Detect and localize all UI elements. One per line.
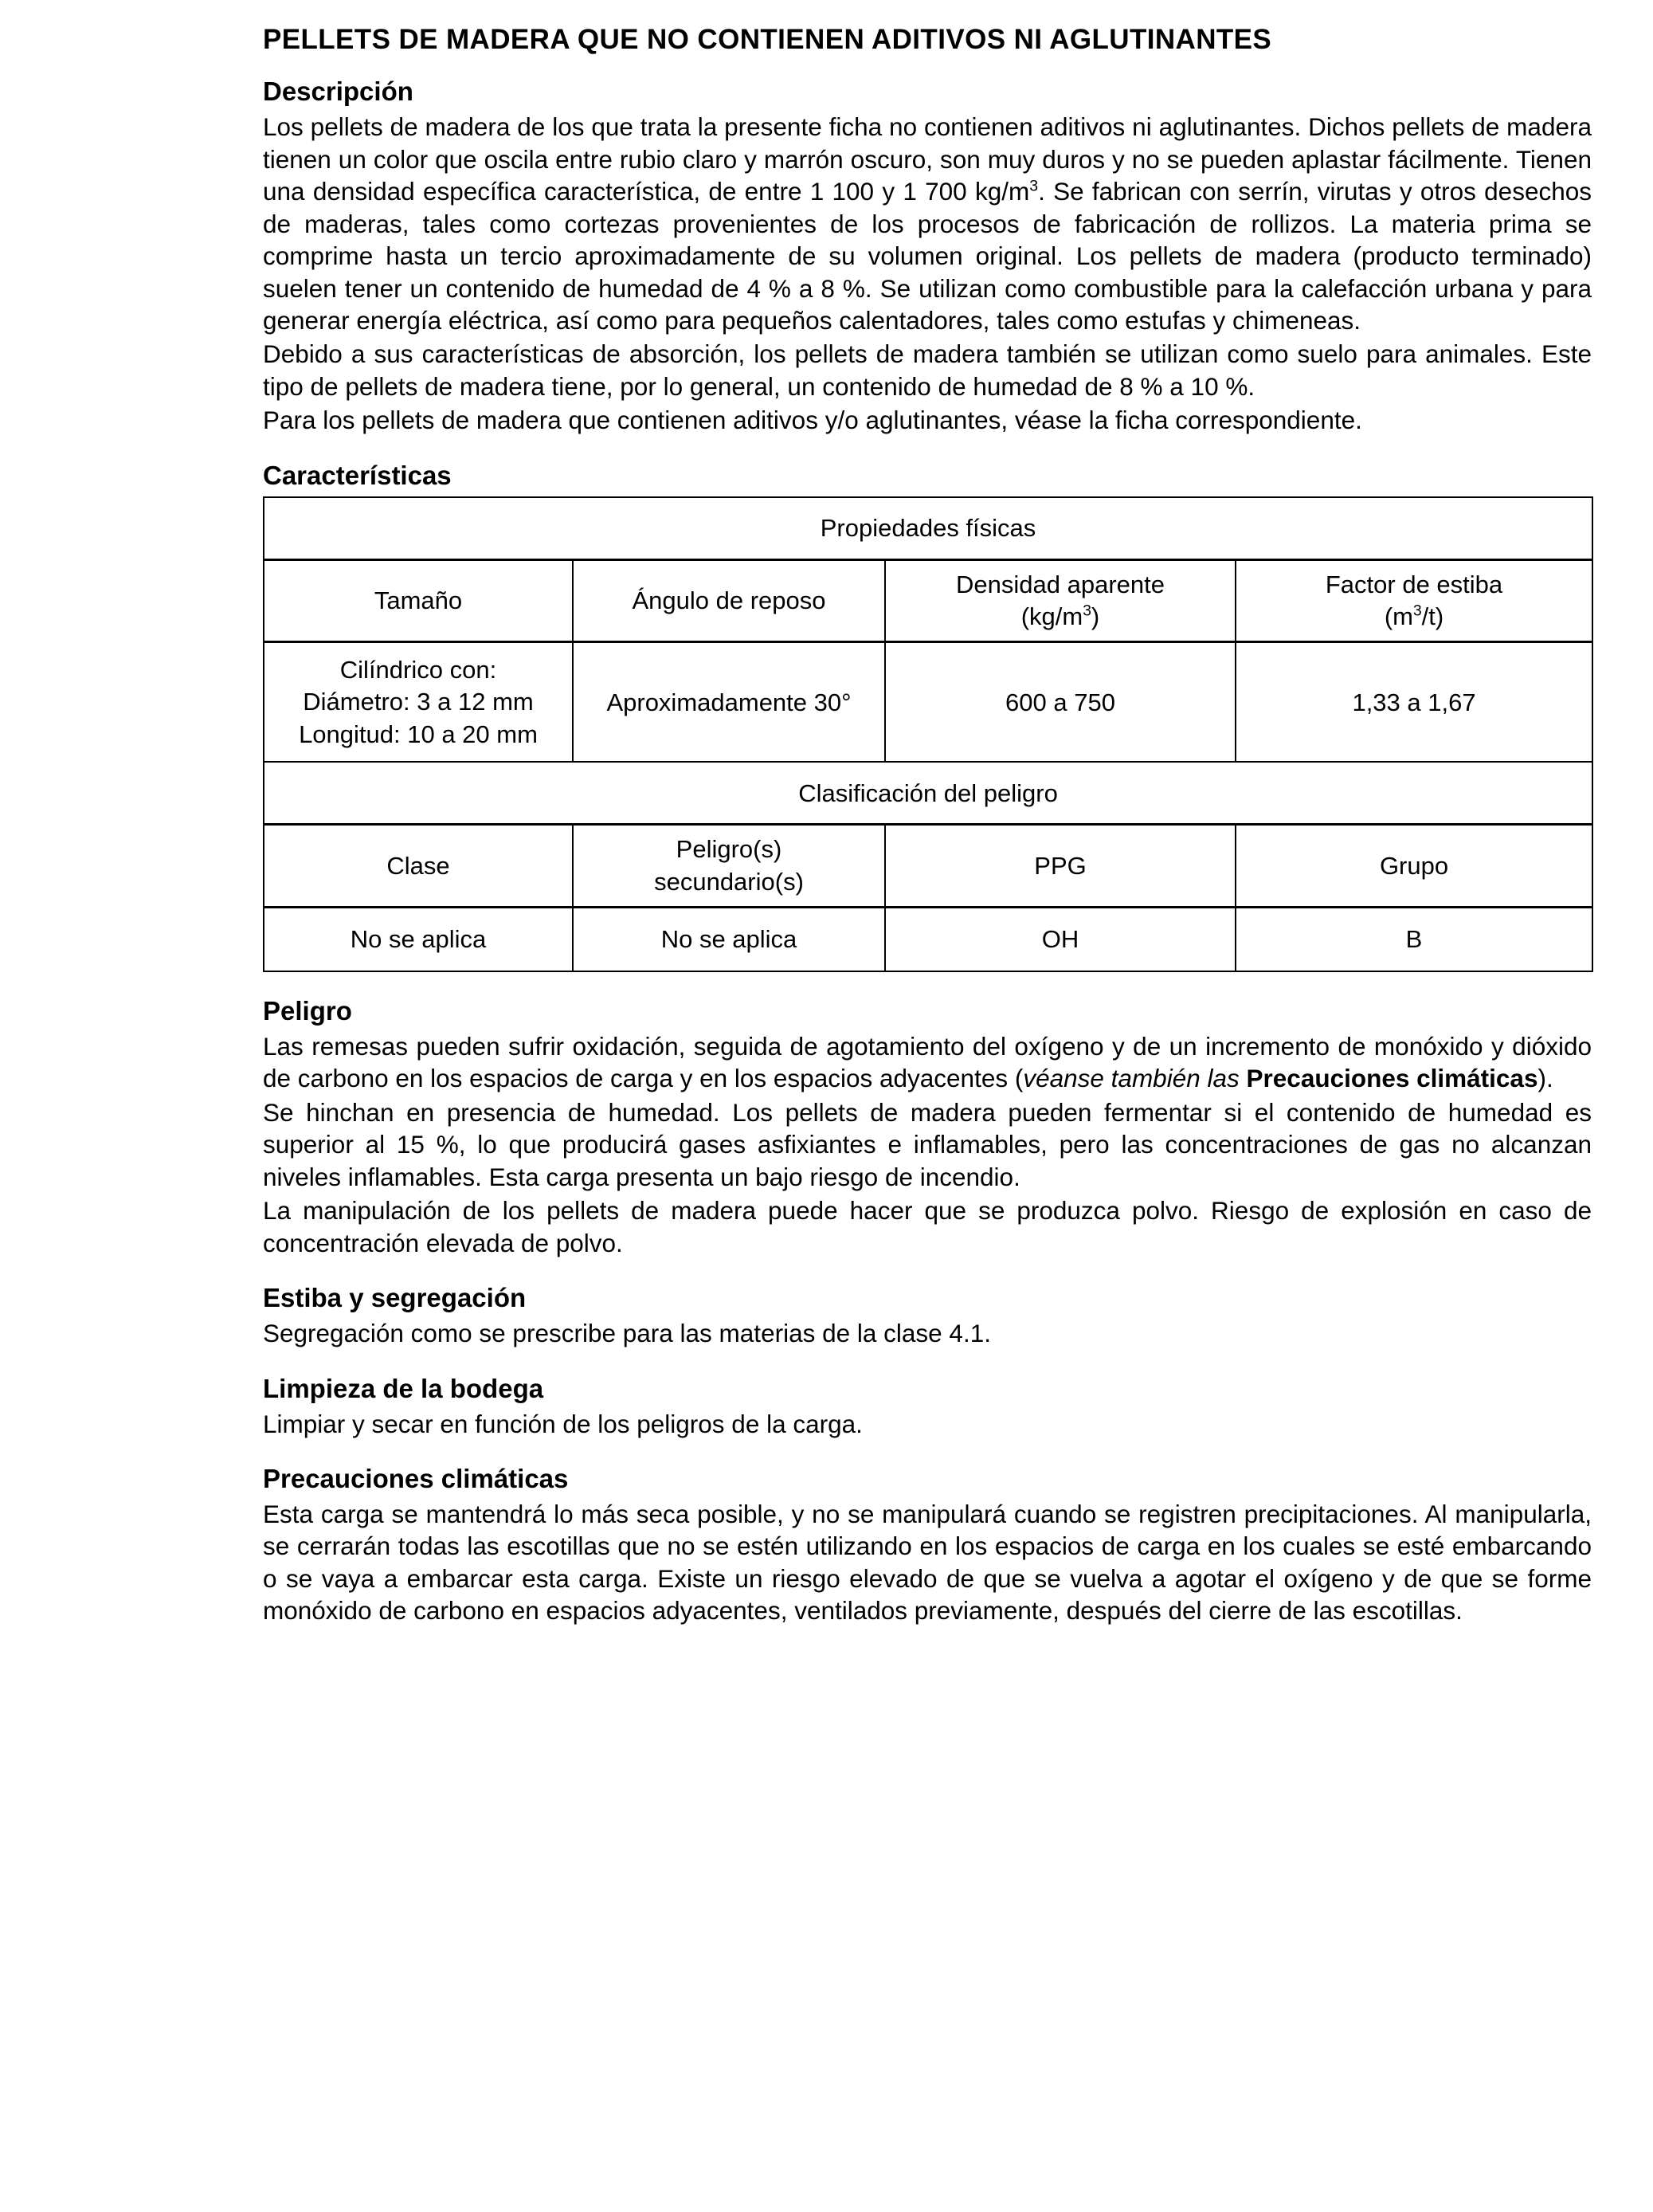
value-size: [264, 642, 573, 763]
value-subsidiary-hazards: [573, 908, 885, 972]
peligro-p1-bold-reference: Precauciones climáticas: [1246, 1064, 1538, 1093]
stowage-factor-unit-prefix: (m: [1384, 602, 1413, 631]
precauciones-paragraph-1: Esta carga se mantendrá lo más seca posible, y no se manipulará cuando se registren precipitaciones. Al manipularla, se cerrarán todas las escotillas que no se estén utilizando en los espacios de carga en los cuales se esté embarcando o se vaya a embarcar esta carga. Existe un riesgo elevado de que se vuelva a agotar el oxígeno y de que se forme monóxido de carbono en espacios adyacentes, ventilados previamente, después del cierre de las escotillas.: [263, 1499, 1592, 1626]
value-mhb-text: OH: [1041, 925, 1079, 954]
column-header-group-label: Grupo: [1379, 851, 1449, 880]
characteristics-table: [263, 496, 1593, 972]
page-title: PELLETS DE MADERA QUE NO CONTIENEN ADITIVOS NI AGLUTINANTES: [263, 24, 1272, 55]
column-header-subsidiary-hazards: [573, 825, 885, 908]
band-physical-properties: [264, 497, 1592, 560]
column-header-group: [1236, 825, 1592, 908]
column-header-stowage-factor: [1236, 559, 1592, 642]
estiba-paragraph-1: Segregación como se prescribe para las materias de la clase 4.1.: [263, 1319, 991, 1348]
page-content: [263, 24, 1592, 1627]
value-mhb: [885, 908, 1236, 972]
heading-descripcion: Descripción: [263, 76, 413, 107]
bulk-density-unit-superscript: 3: [1083, 602, 1091, 620]
value-bulk-density: [885, 642, 1236, 763]
descripcion-paragraph-1: [263, 111, 1592, 336]
descripcion-p1-part-a: Los pellets de madera de los que trata la presente ficha no contienen aditivos ni aglutinantes. Dichos pellets de madera tienen un color que oscila entre rubio claro y marrón oscuro, son muy duros y no se pueden aplastar fácilmente. Tienen una densidad específica característica, de entre 1 100 y 1 700 kg/m: [263, 112, 1592, 206]
limpieza-paragraph-1: Limpiar y secar en función de los peligros de la carga.: [263, 1409, 863, 1438]
peligro-p1-italic: véanse también las: [1023, 1064, 1247, 1093]
column-header-angle-of-repose: [573, 559, 885, 642]
band-hazard-classification: [264, 762, 1592, 825]
peligro-paragraph-3: La manipulación de los pellets de madera puede hacer que se produzca polvo. Riesgo de explosión en caso de concentración elevada de polvo.: [263, 1196, 1592, 1257]
table-row: [264, 497, 1592, 560]
value-subsidiary-hazards-text: No se aplica: [660, 925, 797, 954]
value-stowage-factor: [1236, 642, 1592, 763]
value-stowage-factor-text: 1,33 a 1,67: [1352, 688, 1476, 716]
value-class: [264, 908, 573, 972]
value-group-text: B: [1405, 925, 1423, 954]
column-header-bulk-density-units: [892, 601, 1228, 633]
value-size-line-3: Longitud: 10 a 20 mm: [299, 720, 538, 748]
column-header-class: [264, 825, 573, 908]
table-row: [264, 908, 1592, 972]
value-class-text: No se aplica: [350, 925, 487, 954]
band-hazard-classification-label: Clasificación del peligro: [798, 779, 1058, 807]
peligro-p1-part-b: ).: [1537, 1064, 1553, 1093]
column-header-stowage-factor-units: [1243, 601, 1585, 633]
stowage-factor-unit-superscript: 3: [1412, 602, 1422, 620]
heading-limpieza-de-la-bodega: Limpieza de la bodega: [263, 1373, 544, 1403]
descripcion-paragraph-3: Para los pellets de madera que contienen aditivos y/o aglutinantes, véase la ficha correspondiente.: [263, 406, 1362, 435]
descripcion-p1-part-b: . Se fabrican con serrín, virutas y otros desechos de maderas, tales como cortezas provenientes de los procesos de fabricación de rollizos. La materia prima se comprime hasta un tercio aproximadamente de su volumen original. Los pellets de madera (producto terminado) suelen tener un contenido de humedad de 4 % a 8 %. Se utilizan como combustible para la calefacción urbana y para generar energía eléctrica, así como para pequeños calentadores, tales como estufas y chimeneas.: [263, 177, 1592, 335]
column-header-bulk-density: [885, 559, 1236, 642]
column-header-mhb: [885, 825, 1236, 908]
table-row: [264, 762, 1592, 825]
heading-precauciones-climaticas: Precauciones climáticas: [263, 1464, 569, 1494]
heading-peligro: Peligro: [263, 996, 352, 1026]
column-header-size-label: Tamaño: [374, 586, 463, 615]
table-row: [264, 559, 1592, 642]
value-group: [1236, 908, 1592, 972]
heading-estiba-y-segregacion: Estiba y segregación: [263, 1283, 527, 1313]
descripcion-p1-superscript: 3: [1029, 177, 1039, 195]
descripcion-paragraph-2: Debido a sus características de absorción, los pellets de madera también se utilizan como suelo para animales. Este tipo de pellets de madera tiene, por lo general, un contenido de humedad de 8 % a 10 %.: [263, 339, 1592, 401]
value-size-line-1: Cilíndrico con:: [339, 655, 497, 684]
bulk-density-unit-prefix: (kg/m: [1020, 602, 1083, 631]
column-header-angle-of-repose-label: Ángulo de reposo: [632, 586, 826, 615]
value-angle-of-repose: [573, 642, 885, 763]
column-header-bulk-density-label: Densidad aparente: [956, 570, 1165, 598]
column-header-stowage-factor-label: Factor de estiba: [1325, 570, 1503, 598]
value-size-line-2: Diámetro: 3 a 12 mm: [303, 688, 534, 716]
value-angle-of-repose-text: Aproximadamente 30°: [606, 688, 852, 716]
column-header-size: [264, 559, 573, 642]
value-bulk-density-text: 600 a 750: [1005, 688, 1115, 716]
column-header-mhb-label: PPG: [1034, 851, 1087, 880]
peligro-paragraph-2: Se hinchan en presencia de humedad. Los pellets de madera pueden fermentar si el contenido de humedad es superior al 15 %, lo que producirá gases asfixiantes e inflamables, pero las concentraciones de gas no alcanzan niveles inflamables. Esta carga presenta un bajo riesgo de incendio.: [263, 1097, 1592, 1191]
column-header-class-label: Clase: [386, 851, 450, 880]
heading-caracteristicas: Características: [263, 460, 452, 490]
peligro-paragraph-1: [263, 1030, 1592, 1095]
table-row: [264, 642, 1592, 763]
peligro-p1-part-a: Las remesas pueden sufrir oxidación, seguida de agotamiento del oxígeno y de un incremento de monóxido y dióxido de carbono en los espacios de carga y en los espacios adyacentes (: [263, 1031, 1592, 1093]
bulk-density-unit-suffix: ): [1091, 602, 1100, 631]
table-row: [264, 825, 1592, 908]
stowage-factor-unit-suffix: /t): [1421, 602, 1444, 631]
band-physical-properties-label: Propiedades físicas: [820, 513, 1036, 542]
column-header-subsidiary-hazards-line-2: secundario(s): [654, 867, 804, 896]
column-header-subsidiary-hazards-line-1: Peligro(s): [676, 835, 782, 864]
